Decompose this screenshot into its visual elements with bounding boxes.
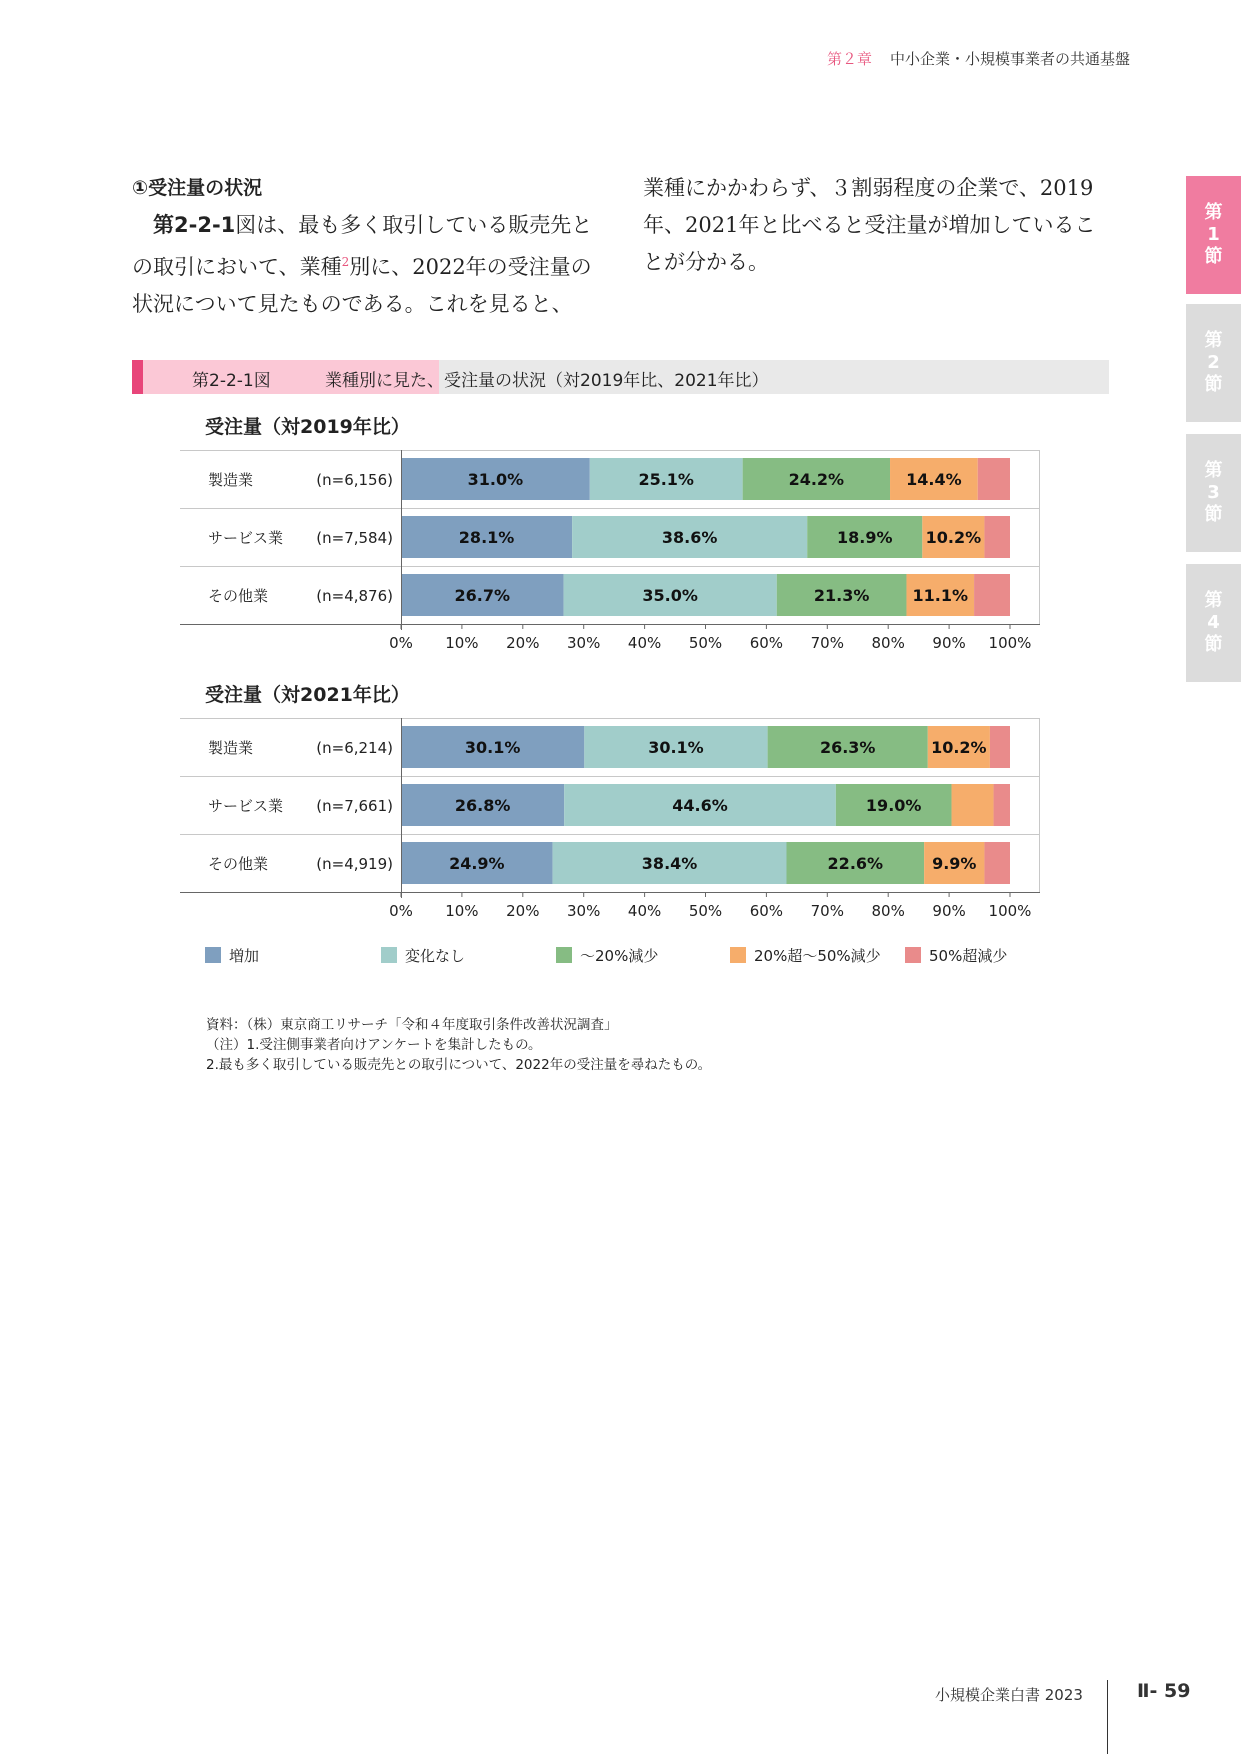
category-label: サービス業 <box>208 797 284 815</box>
side-tab-number: 2 <box>1207 352 1220 373</box>
x-tick-label: 40% <box>627 634 662 652</box>
footer-divider <box>1107 1680 1108 1754</box>
side-tab-text: 節 <box>1204 504 1223 525</box>
legend-item-decrease-20-50 <box>730 945 881 965</box>
page-number: Ⅱ- 59 <box>1137 1680 1191 1702</box>
paragraph-1 <box>132 207 602 323</box>
side-tab-text: 第 <box>1204 590 1223 611</box>
data-label: 21.3% <box>813 586 870 605</box>
chart-2019 <box>180 440 1050 660</box>
data-label: 26.7% <box>454 586 511 605</box>
category-label: その他業 <box>208 855 269 873</box>
sample-size-label: (n=4,876) <box>316 587 393 605</box>
legend-item-decrease-20 <box>556 945 658 965</box>
legend-label: 50%超減少 <box>929 946 1008 965</box>
side-tab-text: 節 <box>1204 634 1223 655</box>
sample-size-label: (n=7,584) <box>316 529 393 547</box>
data-label: 24.9% <box>449 854 505 873</box>
data-label: 19.0% <box>865 796 922 815</box>
legend-swatch <box>381 947 397 963</box>
x-tick-label: 40% <box>627 902 662 920</box>
bar-segment <box>974 574 1010 616</box>
side-tab-number: 4 <box>1207 612 1220 633</box>
legend-item-decrease-50 <box>905 945 1007 965</box>
paragraph-1-text-a: 図は、最も多く取引している販売先との取引において、業種 <box>132 213 593 279</box>
x-tick-label: 90% <box>932 902 966 920</box>
side-tab-text: 第 <box>1204 460 1223 481</box>
x-tick-label: 70% <box>810 634 844 652</box>
data-label: 10.2% <box>925 528 982 547</box>
side-tab-section-1[interactable] <box>1186 176 1241 294</box>
data-label: 30.1% <box>648 738 704 757</box>
data-label: 26.3% <box>819 738 876 757</box>
side-tab-number: 3 <box>1207 482 1220 503</box>
side-tab-text: 節 <box>1204 246 1223 267</box>
source-note: 資料：（株）東京商工リサーチ「令和４年度取引条件改善状況調査」 <box>206 1017 618 1033</box>
legend-swatch <box>556 947 572 963</box>
note-2: 2.最も多く取引している販売先との取引について、2022年の受注量を尋ねたもの。 <box>206 1057 712 1073</box>
legend-swatch <box>905 947 921 963</box>
bar-segment <box>978 458 1010 500</box>
data-label: 44.6% <box>672 796 728 815</box>
data-label: 9.9% <box>932 854 977 873</box>
data-label: 24.2% <box>788 470 845 489</box>
figure-reference: 第2-2-1 <box>153 213 236 237</box>
data-label: 22.6% <box>827 854 884 873</box>
data-label: 14.4% <box>906 470 962 489</box>
data-label: 31.0% <box>467 470 524 489</box>
x-tick-label: 10% <box>445 902 479 920</box>
chapter-title: 中小企業・小規模事業者の共通基盤 <box>890 50 1131 68</box>
legend-label: 増加 <box>229 946 260 965</box>
x-tick-label: 0% <box>389 902 413 920</box>
side-tab-section-4[interactable] <box>1186 564 1241 682</box>
chapter-label: 第２章 <box>827 50 873 68</box>
x-tick-label: 60% <box>749 634 784 652</box>
chart-2021 <box>180 708 1050 928</box>
side-tab-number: 1 <box>1207 224 1220 245</box>
note-1: （注）1.受注側事業者向けアンケートを集計したもの。 <box>206 1037 542 1053</box>
figure-header <box>132 360 1109 394</box>
figure-accent-bar <box>132 360 143 394</box>
paragraph-2-text: 業種にかかわらず、３割弱程度の企業で、2019年、2021年と比べると受注量が増加していることが分かる。 <box>643 176 1096 274</box>
bar-segment <box>984 516 1010 558</box>
x-tick-label: 100% <box>988 634 1032 652</box>
x-tick-label: 30% <box>567 902 601 920</box>
figure-label: 第2-2-1図 <box>192 371 271 391</box>
x-tick-label: 20% <box>506 634 540 652</box>
x-tick-label: 60% <box>749 902 784 920</box>
legend-item-increase <box>205 945 259 965</box>
x-tick-label: 10% <box>445 634 479 652</box>
x-tick-label: 50% <box>688 634 723 652</box>
bar-segment <box>990 726 1010 768</box>
x-tick-label: 80% <box>871 902 905 920</box>
side-tab-text: 節 <box>1204 374 1223 395</box>
sample-size-label: (n=6,156) <box>316 471 393 489</box>
data-label: 28.1% <box>458 528 515 547</box>
x-tick-label: 100% <box>988 902 1032 920</box>
footnote-marker[interactable]: 2 <box>341 255 350 269</box>
x-tick-label: 80% <box>871 634 905 652</box>
category-label: 製造業 <box>208 739 254 757</box>
legend-swatch <box>205 947 221 963</box>
legend-label: ～20%減少 <box>580 946 659 965</box>
category-label: サービス業 <box>208 529 284 547</box>
side-tab-text: 第 <box>1204 202 1223 223</box>
x-tick-label: 70% <box>810 902 844 920</box>
x-tick-label: 90% <box>932 634 966 652</box>
x-tick-label: 20% <box>506 902 540 920</box>
data-label: 38.6% <box>661 528 718 547</box>
figure-title: 業種別に見た、受注量の状況（対2019年比、2021年比） <box>325 371 769 391</box>
x-tick-label: 0% <box>389 634 413 652</box>
book-title: 小規模企業白書 2023 <box>935 1686 1083 1704</box>
sample-size-label: (n=7,661) <box>316 797 393 815</box>
sample-size-label: (n=6,214) <box>316 739 393 757</box>
data-label: 30.1% <box>464 738 521 757</box>
bar-segment <box>994 784 1010 826</box>
side-tab-text: 第 <box>1204 330 1223 351</box>
data-label: 10.2% <box>931 738 987 757</box>
section-subhead: ①受注量の状況 <box>132 177 263 199</box>
x-tick-label: 30% <box>567 634 601 652</box>
data-label: 11.1% <box>912 586 969 605</box>
bar-segment <box>984 842 1010 884</box>
sample-size-label: (n=4,919) <box>316 855 393 873</box>
category-label: 製造業 <box>208 471 254 489</box>
paragraph-2 <box>643 170 1113 281</box>
legend-item-no-change <box>381 945 465 965</box>
data-label: 35.0% <box>642 586 698 605</box>
paragraph-1-text-b: 別に、2022年の受注量の状況について見たものである。これを見ると、 <box>132 255 592 316</box>
data-label: 18.9% <box>836 528 893 547</box>
data-label: 26.8% <box>454 796 511 815</box>
data-label: 38.4% <box>641 854 698 873</box>
category-label: その他業 <box>208 587 269 605</box>
legend-swatch <box>730 947 746 963</box>
x-tick-label: 50% <box>688 902 723 920</box>
chart-1-title: 受注量（対2019年比） <box>205 416 410 438</box>
side-tab-section-2[interactable] <box>1186 304 1241 422</box>
bar-segment <box>952 784 994 826</box>
side-tab-section-3[interactable] <box>1186 434 1241 552</box>
data-label: 25.1% <box>638 470 694 489</box>
legend-label: 変化なし <box>405 946 466 965</box>
chart-2-title: 受注量（対2021年比） <box>205 684 410 706</box>
legend-label: 20%超～50%減少 <box>754 946 881 965</box>
